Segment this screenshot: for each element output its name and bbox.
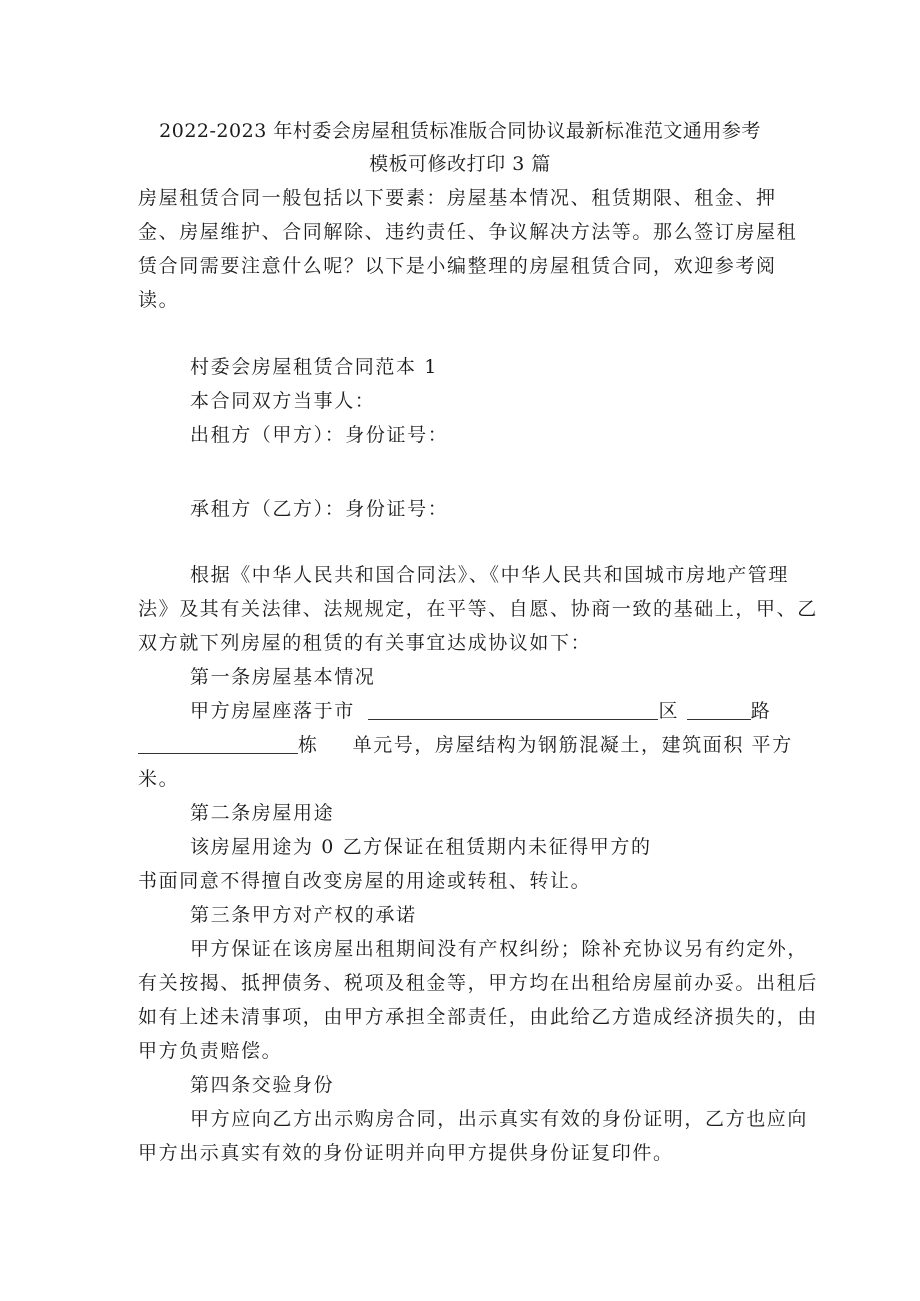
article-1-location-line — [138, 694, 790, 728]
article-2 — [138, 796, 790, 898]
intro-paragraph — [138, 181, 798, 317]
intro-line: 赁合同需要注意什么呢？以下是小编整理的房屋租赁合同，欢迎参考阅 — [138, 255, 777, 277]
article-2-line: 该房屋用途为 0 乙方保证在租赁期内未征得甲方的 — [190, 836, 652, 858]
basis-line: 根据《中华人民共和国合同法》、《中华人民共和国城市房地产管理 — [190, 564, 790, 586]
article-2-line: 书面同意不得擅自改变房屋的用途或转租、转让。 — [138, 870, 592, 892]
article-1-unit: 米。 — [138, 768, 180, 790]
intro-line: 房屋租赁合同一般包括以下要素：房屋基本情况、租赁期限、租金、押 — [138, 187, 777, 209]
district-blank — [687, 699, 751, 720]
article-3 — [138, 898, 818, 1068]
parties-label: 本合同双方当事人： — [190, 390, 376, 412]
intro-line: 金、房屋维护、合同解除、违约责任、争议解决方法等。那么签订房屋租 — [138, 221, 798, 243]
parties-block — [138, 350, 790, 452]
article-2-heading: 第二条房屋用途 — [190, 802, 335, 824]
lessor-line: 出租方（甲方）：身份证号： — [190, 424, 449, 446]
article-1-road: 路 — [750, 700, 772, 722]
article-1-district: 区 — [658, 700, 680, 722]
article-3-line: 有关按揭、抵押债务、税项及租金等，甲方均在出租给房屋前办妥。出租后 — [138, 972, 818, 994]
article-4-line: 甲方出示真实有效的身份证明并向甲方提供身份证复印件。 — [138, 1142, 674, 1164]
article-3-line: 甲方保证在该房屋出租期间没有产权纠纷；除补充协议另有约定外， — [190, 938, 809, 960]
document-title-line-1: 2022-2023 年村委会房屋租赁标准版合同协议最新标准范文通用参考 — [159, 120, 761, 142]
article-1-heading: 第一条房屋基本情况 — [190, 666, 376, 688]
article-3-line: 甲方负责赔偿。 — [138, 1040, 283, 1062]
article-1-text: 甲方房屋座落于市 — [190, 700, 355, 722]
basis-line: 双方就下列房屋的租赁的有关事宜达成协议如下： — [138, 632, 592, 654]
lessee-block — [138, 492, 790, 526]
article-1-building: 栋 — [298, 734, 319, 756]
article-4-line: 甲方应向乙方出示购房合同，出示真实有效的身份证明，乙方也应向 — [190, 1108, 809, 1130]
article-3-line: 如有上述未清事项，由甲方承担全部责任，由此给乙方造成经济损失的，由 — [138, 1006, 818, 1028]
intro-line: 读。 — [138, 289, 180, 311]
basis-paragraph — [138, 558, 818, 660]
document-title-line-2: 模板可修改打印 3 篇 — [369, 153, 551, 175]
basis-line: 法》及其有关法律、法规规定，在平等、自愿、协商一致的基础上，甲、乙 — [138, 598, 818, 620]
article-4 — [138, 1068, 809, 1170]
article-1 — [138, 660, 793, 796]
article-1-structure: 单元号，房屋结构为钢筋混凝土，建筑面积 平方 — [352, 734, 793, 756]
article-4-heading: 第四条交验身份 — [190, 1074, 335, 1096]
road-blank — [138, 733, 298, 754]
article-1-building-line — [138, 728, 793, 762]
section-title: 村委会房屋租赁合同范本 1 — [190, 356, 438, 378]
article-3-heading: 第三条甲方对产权的承诺 — [190, 904, 417, 926]
city-blank — [368, 699, 658, 720]
lessee-line: 承租方（乙方）：身份证号： — [190, 498, 449, 520]
